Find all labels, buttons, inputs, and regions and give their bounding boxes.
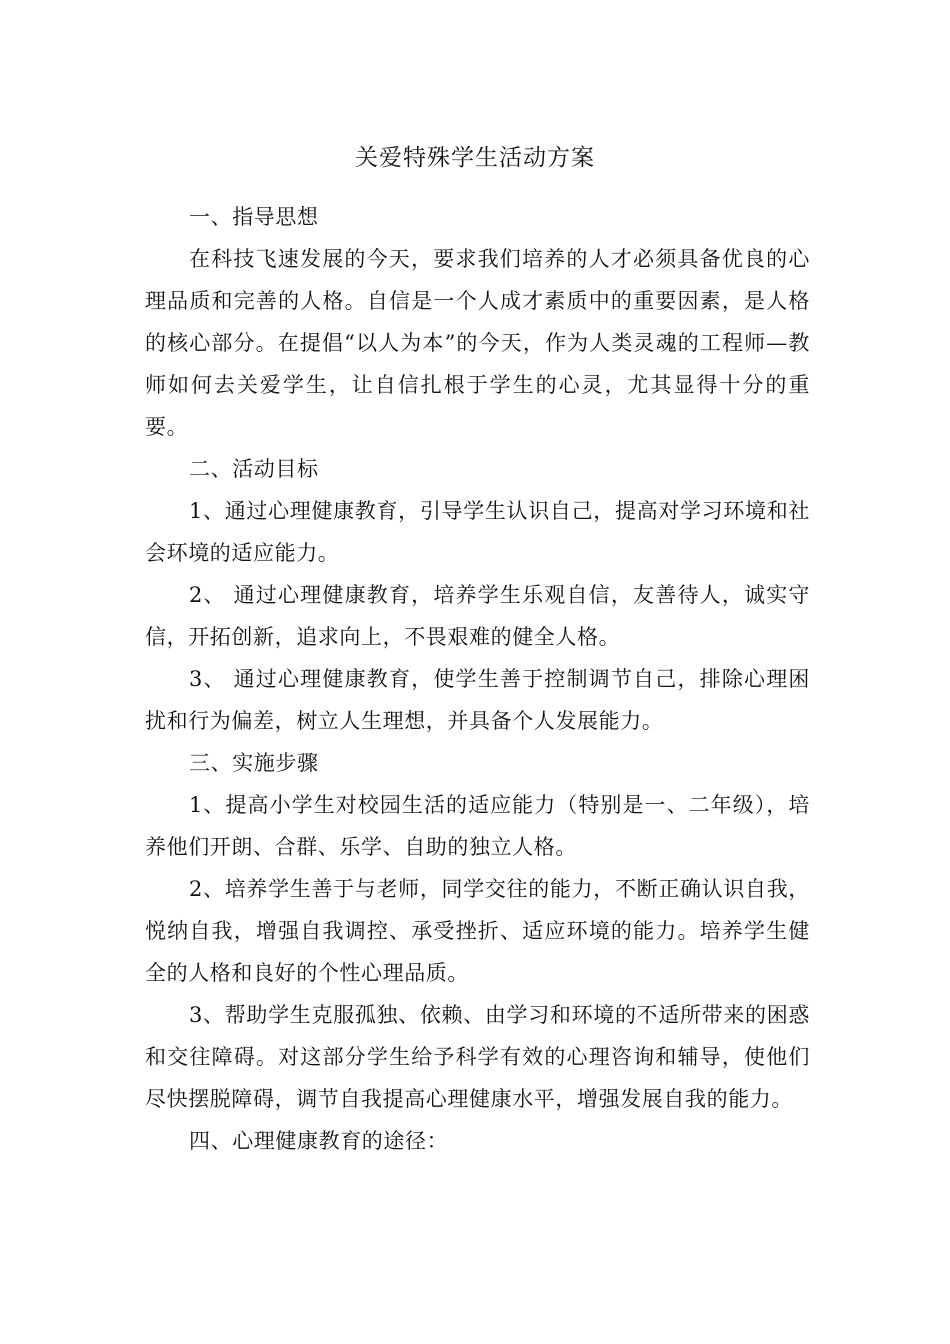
section-heading-education-approaches: 四、心理健康教育的途径： <box>189 1129 449 1153</box>
paragraph-goal-1: 1、通过心理健康教育，引导学生认识自己，提高对学习环境和社会环境的适应能力。 <box>145 499 810 565</box>
section-heading-activity-goals: 二、活动目标 <box>189 457 319 481</box>
section-heading-implementation-steps: 三、实施步骤 <box>189 751 319 775</box>
paragraph-goal-3: 3、 通过心理健康教育，使学生善于控制调节自己，排除心理困扰和行为偏差，树立人生理想，并具备个人发展能力。 <box>145 667 810 733</box>
paragraph-guiding-thought: 在科技飞速发展的今天，要求我们培养的人才必须具备优良的心理品质和完善的人格。自信是一个人成才素质中的重要因素，是人格的核心部分。在提倡“以人为本”的今天，作为人类灵魂的工程师—教师如何去关爱学生，让自信扎根于学生的心灵，尤其显得十分的重要。 <box>145 247 810 439</box>
paragraph-step-2: 2、培养学生善于与老师，同学交往的能力，不断正确认识自我，悦纳自我，增强自我调控、承受挫折、适应环境的能力。培养学生健全的人格和良好的个性心理品质。 <box>145 877 810 985</box>
section-heading-guiding-thought: 一、指导思想 <box>189 205 319 229</box>
document-body <box>145 196 810 1162</box>
paragraph-step-3: 3、帮助学生克服孤独、依赖、由学习和环境的不适所带来的困惑和交往障碍。对这部分学生给予科学有效的心理咨询和辅导，使他们尽快摆脱障碍，调节自我提高心理健康水平，增强发展自我的能力。 <box>145 1003 810 1111</box>
paragraph-goal-2: 2、 通过心理健康教育，培养学生乐观自信，友善待人，诚实守信，开拓创新，追求向上，不畏艰难的健全人格。 <box>145 583 810 649</box>
document-title: 关爱特殊学生活动方案 <box>355 145 595 171</box>
paragraph-step-1: 1、提高小学生对校园生活的适应能力（特别是一、二年级），培养他们开朗、合群、乐学、自助的独立人格。 <box>145 793 810 859</box>
